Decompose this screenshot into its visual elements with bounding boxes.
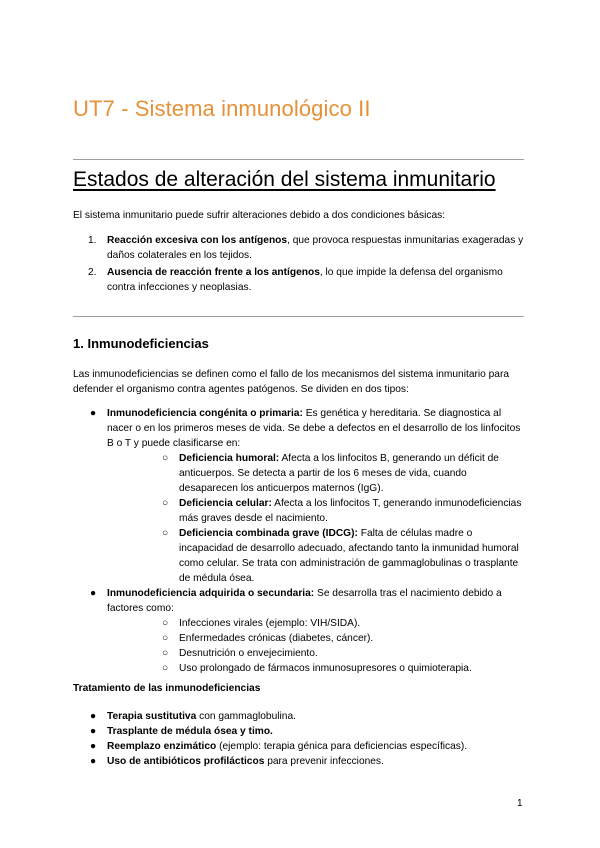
bullet-icon: ●	[90, 741, 97, 752]
sub-text: Infecciones virales (ejemplo: VIH/SIDA).	[179, 618, 361, 629]
list-item	[73, 586, 528, 676]
treatment-term: Trasplante de médula ósea y timo.	[107, 726, 273, 737]
sub-text: Falta de células madre o incapacidad de desarrollo adecuado, afectando tanto la inmunidad humoral como celular. Se trata con administración de gammaglobulinas o trasplante de médula ósea.	[179, 528, 519, 584]
list-item	[73, 265, 524, 295]
treatment-text: (ejemplo: terapia génica para deficiencias específicas).	[216, 741, 468, 752]
treatments-list	[73, 709, 528, 769]
divider	[73, 159, 524, 160]
bullet-icon: ●	[90, 756, 97, 767]
condition-term: Ausencia de reacción frente a los antígenos	[107, 267, 320, 278]
condition-text: , que provoca respuestas inmunitarias exageradas y daños colaterales en los tejidos.	[107, 235, 524, 261]
list-item	[73, 739, 528, 754]
list-item	[107, 496, 528, 526]
list-item	[107, 616, 528, 631]
subheading: 1. Inmunodeficiencias	[73, 336, 209, 351]
list-item	[107, 526, 528, 586]
sub-text: Uso prolongado de fármacos inmunosupresores o quimioterapia.	[179, 663, 472, 674]
sub-text: Enfermedades crónicas (diabetes, cáncer).	[179, 633, 374, 644]
condition-text: , lo que impide la defensa del organismo contra infecciones y neoplasias.	[107, 267, 503, 293]
bullet-icon: ●	[90, 711, 97, 722]
list-item	[107, 631, 528, 646]
sub-bullet-icon: ○	[162, 618, 169, 629]
page-title: UT7 - Sistema inmunológico II	[73, 96, 371, 121]
list-number: 2.	[88, 267, 97, 278]
definition-paragraph: Las inmunodeficiencias se definen como el fallo de los mecanismos del sistema inmunitario para defender el organismo contra agentes patógenos. Se dividen en dos tipos:	[73, 369, 510, 395]
treatment-text: con gammaglobulina.	[196, 711, 296, 722]
treatment-term: Uso de antibióticos profilácticos	[107, 756, 265, 767]
types-list	[73, 406, 528, 676]
page-number: 1	[517, 798, 523, 809]
sub-term: Deficiencia combinada grave (IDCG):	[179, 528, 358, 539]
type-text: Es genética y hereditaria. Se diagnostica al nacer o en los primeros meses de vida. Se debe a defectos en el desarrollo de los linfocitos B o T y puede clasificarse en:	[107, 408, 521, 449]
bullet-icon: ●	[90, 408, 97, 419]
divider	[73, 316, 524, 317]
treatment-term: Terapia sustitutiva	[107, 711, 197, 722]
sub-term: Deficiencia humoral:	[179, 453, 280, 464]
list-item	[107, 661, 528, 676]
sub-term: Deficiencia celular:	[179, 498, 272, 509]
type-term: Inmunodeficiencia adquirida o secundaria:	[107, 588, 315, 599]
sub-bullet-icon: ○	[162, 648, 169, 659]
sub-bullet-icon: ○	[162, 528, 169, 539]
list-number: 1.	[88, 235, 97, 246]
sub-bullet-icon: ○	[162, 663, 169, 674]
sub-list	[107, 451, 528, 586]
bullet-icon: ●	[90, 726, 97, 737]
list-item	[107, 451, 528, 496]
sub-bullet-icon: ○	[162, 498, 169, 509]
sub-text: Afecta a los linfocitos B, generando un déficit de anticuerpos. Se detecta a partir de los 6 meses de vida, cuando desaparecen los anticuerpos maternos (IgG).	[179, 453, 499, 494]
treatment-text: para prevenir infecciones.	[264, 756, 384, 767]
bullet-icon: ●	[90, 588, 97, 599]
type-text: Se desarrolla tras el nacimiento debido a factores como:	[107, 588, 502, 614]
condition-term: Reacción excesiva con los antígenos	[107, 235, 288, 246]
list-item	[73, 406, 528, 586]
list-item	[73, 709, 528, 724]
list-item	[73, 724, 528, 739]
type-term: Inmunodeficiencia congénita o primaria:	[107, 408, 303, 419]
list-item	[73, 754, 528, 769]
sub-bullet-icon: ○	[162, 633, 169, 644]
treatment-heading: Tratamiento de las inmunodeficiencias	[73, 683, 261, 694]
list-item	[73, 233, 524, 263]
sub-bullet-icon: ○	[162, 453, 169, 464]
treatment-term: Reemplazo enzimático	[107, 741, 217, 752]
section-heading: Estados de alteración del sistema inmunitario	[73, 168, 496, 191]
conditions-list	[73, 233, 524, 297]
list-item	[107, 646, 528, 661]
sub-text: Desnutrición o envejecimiento.	[179, 648, 318, 659]
intro-paragraph: El sistema inmunitario puede sufrir alteraciones debido a dos condiciones básicas:	[73, 210, 446, 221]
sub-list	[107, 616, 528, 676]
sub-text: Afecta a los linfocitos T, generando inmunodeficiencias más graves desde el nacimiento.	[179, 498, 522, 524]
